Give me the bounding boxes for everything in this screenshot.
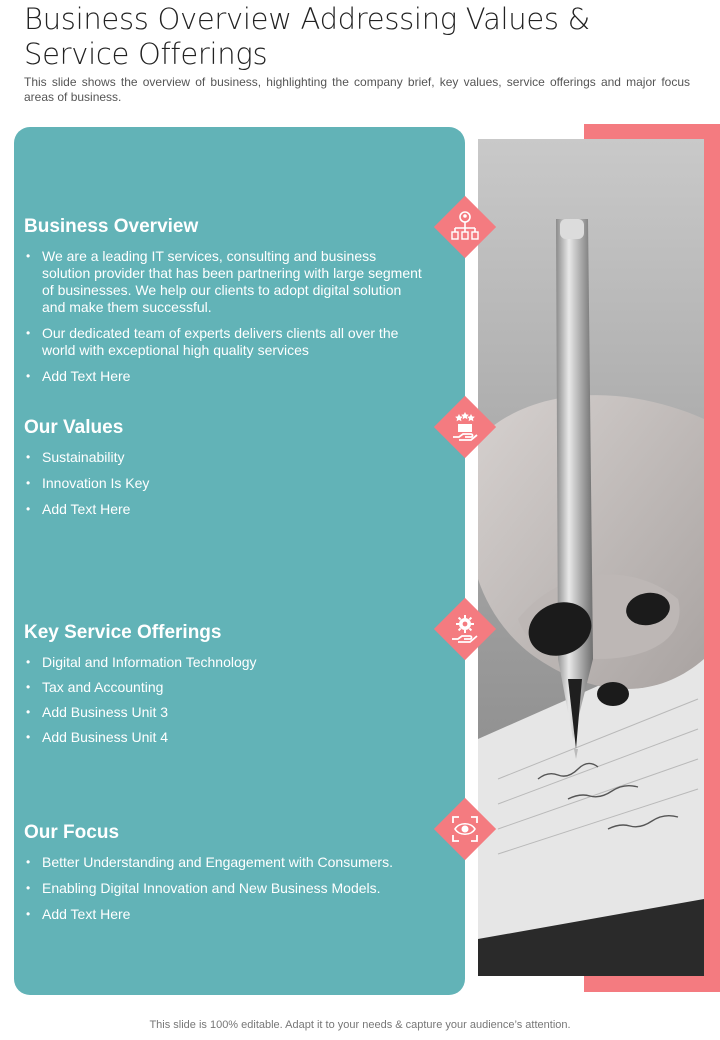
list-item: • Better Understanding and Engagement with Consumers. [24,854,424,871]
list-item: • Sustainability [24,449,424,466]
page-subtitle: This slide shows the overview of business, highlighting the company brief, key values, service offerings and major focus areas of business. [24,75,690,104]
hand-with-stars-icon [445,407,485,447]
hand-with-gear-icon [445,609,485,649]
section-heading: Business Overview [24,216,199,237]
organization-chart-icon [445,207,485,247]
our-focus-section [24,822,424,932]
page-title: Business Overview Addressing Values & Service Offerings [24,2,590,71]
section-heading: Key Service Offerings [24,622,222,643]
list-item: • Add Business Unit 4 [24,729,424,746]
eye-focus-icon [445,809,485,849]
section-heading: Our Values [24,417,124,438]
bullet-list [24,449,424,518]
bullet-list [24,854,424,923]
footer-note: This slide is 100% editable. Adapt it to your needs & capture your audience’s attention. [149,1019,571,1031]
list-item: • Our dedicated team of experts delivers clients all over the world with exceptional high quality services [24,325,424,359]
list-item: • Innovation Is Key [24,475,424,492]
list-item: • Add Text Here [24,906,424,923]
writing-hand-photo [478,139,704,976]
list-item: • Digital and Information Technology [24,654,424,671]
list-item: • Add Text Here [24,501,424,518]
list-item: • Enabling Digital Innovation and New Business Models. [24,880,424,897]
list-item: • Tax and Accounting [24,679,424,696]
business-overview-section [24,216,424,394]
key-service-offerings-section [24,622,424,754]
bullet-list [24,248,424,385]
section-heading: Our Focus [24,822,120,843]
bullet-list [24,654,424,746]
our-values-section [24,417,424,527]
list-item: • Add Business Unit 3 [24,704,424,721]
list-item: • We are a leading IT services, consulting and business solution provider that has been partnering with large segment of businesses. We help our clients to adopt digital solution and make them successful. [24,248,424,316]
list-item: • Add Text Here [24,368,424,385]
